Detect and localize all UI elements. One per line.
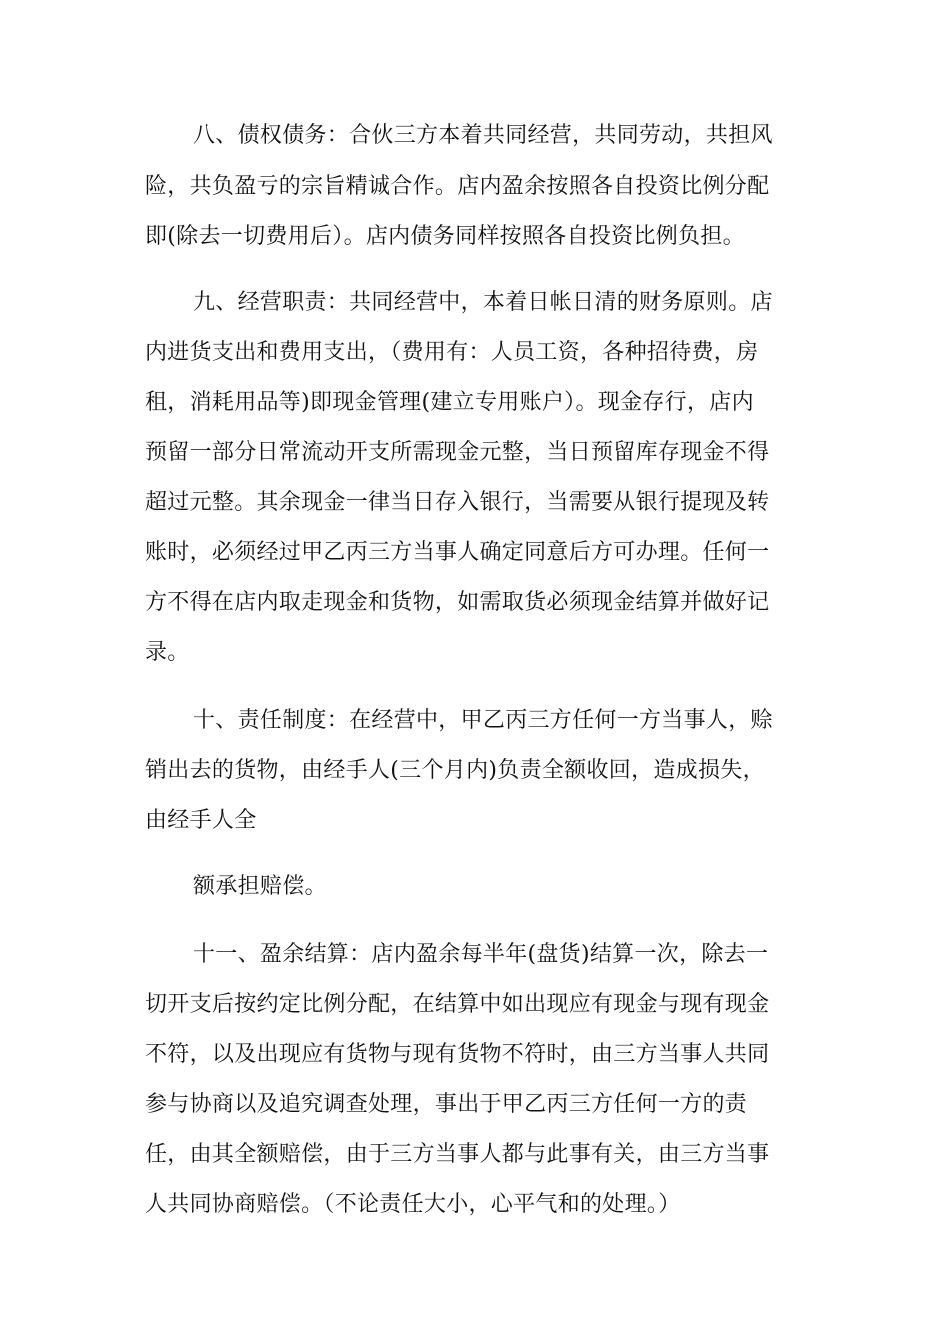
paragraph-10-line-1: 十、责任制度：在经营中，甲乙丙三方任何一方当事人，赊 [193, 708, 773, 733]
paragraph-11-line-4: 参与协商以及追究调查处理，事出于甲乙丙三方任何一方的责 [145, 1092, 748, 1117]
paragraph-11-line-6: 人共同协商赔偿。（不论责任大小，心平气和的处理。） [145, 1192, 681, 1217]
paragraph-9-line-5: 超过元整。其余现金一律当日存入银行，当需要从银行提现及转 [145, 490, 770, 515]
paragraph-9-line-6: 账时，必须经过甲乙丙三方当事人确定同意后方可办理。任何一 [145, 540, 770, 565]
paragraph-9-line-8: 录。 [145, 640, 190, 665]
paragraph-8-line-1: 八、债权债务：合伙三方本着共同经营，共同劳动，共担风 [193, 123, 773, 148]
paragraph-9-line-3: 租，消耗用品等)即现金管理(建立专用账户）。现金存行，店内 [145, 390, 754, 415]
paragraph-9-line-2: 内进货支出和费用支出，（费用有：人员工资，各种招待费，房 [145, 340, 759, 365]
paragraph-11-line-5: 任，由其全额赔偿，由于三方当事人都与此事有关，由三方当事 [145, 1142, 770, 1167]
paragraph-8-line-2: 险，共负盈亏的宗旨精诚合作。店内盈余按照各自投资比例分配 [145, 174, 770, 199]
paragraph-10b-line-1: 额承担赔偿。 [193, 874, 327, 899]
paragraph-10-line-3: 由经手人全 [145, 808, 257, 833]
paragraph-9-line-4: 预留一部分日常流动开支所需现金元整，当日预留库存现金不得 [145, 440, 770, 465]
paragraph-8-line-3: 即(除去一切费用后）。店内债务同样按照各自投资比例负担。 [145, 224, 745, 249]
paragraph-11-line-2: 切开支后按约定比例分配，在结算中如出现应有现金与现有现金 [145, 992, 770, 1017]
paragraph-11-line-1: 十一、盈余结算：店内盈余每半年(盘货)结算一次，除去一 [193, 942, 769, 967]
paragraph-11-line-3: 不符，以及出现应有货物与现有货物不符时，由三方当事人共同 [145, 1042, 770, 1067]
paragraph-9-line-1: 九、经营职责：共同经营中，本着日帐日清的财务原则。店 [193, 290, 773, 315]
paragraph-10-line-2: 销出去的货物，由经手人(三个月内)负责全额收回，造成损失， [145, 758, 765, 783]
paragraph-9-line-7: 方不得在店内取走现金和货物，如需取货必须现金结算并做好记 [145, 590, 770, 615]
